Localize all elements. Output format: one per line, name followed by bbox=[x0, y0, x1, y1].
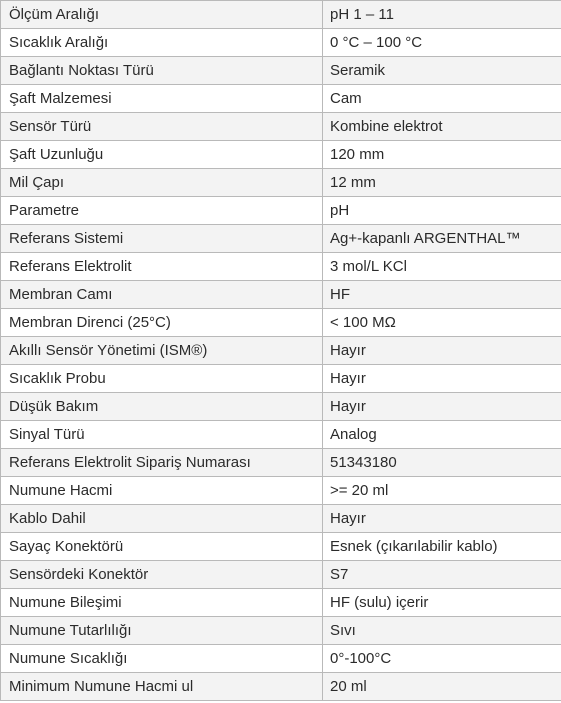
spec-value: Kombine elektrot bbox=[323, 113, 561, 141]
spec-label: Düşük Bakım bbox=[1, 393, 323, 421]
spec-label: Akıllı Sensör Yönetimi (ISM®) bbox=[1, 337, 323, 365]
spec-label: Numune Bileşimi bbox=[1, 589, 323, 617]
table-row bbox=[1, 589, 561, 617]
spec-label: Sinyal Türü bbox=[1, 421, 323, 449]
table-row bbox=[1, 309, 561, 337]
spec-label: Membran Camı bbox=[1, 281, 323, 309]
spec-label: Referans Elektrolit Sipariş Numarası bbox=[1, 449, 323, 477]
table-row bbox=[1, 449, 561, 477]
spec-label: Sayaç Konektörü bbox=[1, 533, 323, 561]
spec-value: pH 1 – 11 bbox=[323, 1, 561, 29]
spec-value: Esnek (çıkarılabilir kablo) bbox=[323, 533, 561, 561]
table-row bbox=[1, 141, 561, 169]
spec-label: Ölçüm Aralığı bbox=[1, 1, 323, 29]
table-row bbox=[1, 421, 561, 449]
spec-label: Minimum Numune Hacmi ul bbox=[1, 673, 323, 701]
table-row bbox=[1, 337, 561, 365]
table-row bbox=[1, 1, 561, 29]
spec-value: Analog bbox=[323, 421, 561, 449]
table-row bbox=[1, 645, 561, 673]
spec-value: 20 ml bbox=[323, 673, 561, 701]
spec-value: Hayır bbox=[323, 505, 561, 533]
spec-value: S7 bbox=[323, 561, 561, 589]
spec-value: Ag+-kapanlı ARGENTHAL™ bbox=[323, 225, 561, 253]
spec-label: Şaft Malzemesi bbox=[1, 85, 323, 113]
spec-value: Hayır bbox=[323, 393, 561, 421]
spec-label: Kablo Dahil bbox=[1, 505, 323, 533]
spec-label: Membran Direnci (25°C) bbox=[1, 309, 323, 337]
spec-label: Bağlantı Noktası Türü bbox=[1, 57, 323, 85]
spec-label: Şaft Uzunluğu bbox=[1, 141, 323, 169]
spec-value: HF bbox=[323, 281, 561, 309]
spec-value: pH bbox=[323, 197, 561, 225]
spec-value: 0°-100°C bbox=[323, 645, 561, 673]
table-row bbox=[1, 29, 561, 57]
spec-label: Referans Elektrolit bbox=[1, 253, 323, 281]
spec-value: Sıvı bbox=[323, 617, 561, 645]
table-row bbox=[1, 393, 561, 421]
table-row bbox=[1, 225, 561, 253]
spec-label: Parametre bbox=[1, 197, 323, 225]
spec-value: < 100 MΩ bbox=[323, 309, 561, 337]
table-row bbox=[1, 617, 561, 645]
spec-label: Sensördeki Konektör bbox=[1, 561, 323, 589]
spec-label: Sıcaklık Probu bbox=[1, 365, 323, 393]
spec-value: 0 °C – 100 °C bbox=[323, 29, 561, 57]
table-row bbox=[1, 673, 561, 701]
table-row bbox=[1, 197, 561, 225]
spec-value: Cam bbox=[323, 85, 561, 113]
spec-value: 3 mol/L KCl bbox=[323, 253, 561, 281]
table-row bbox=[1, 113, 561, 141]
spec-value: Seramik bbox=[323, 57, 561, 85]
table-row bbox=[1, 533, 561, 561]
spec-label: Numune Sıcaklığı bbox=[1, 645, 323, 673]
table-row bbox=[1, 281, 561, 309]
table-row bbox=[1, 169, 561, 197]
spec-value: >= 20 ml bbox=[323, 477, 561, 505]
spec-value: 51343180 bbox=[323, 449, 561, 477]
spec-label: Numune Hacmi bbox=[1, 477, 323, 505]
table-row bbox=[1, 505, 561, 533]
spec-value: Hayır bbox=[323, 337, 561, 365]
spec-label: Sensör Türü bbox=[1, 113, 323, 141]
table-row bbox=[1, 477, 561, 505]
spec-label: Referans Sistemi bbox=[1, 225, 323, 253]
spec-value: 120 mm bbox=[323, 141, 561, 169]
table-row bbox=[1, 85, 561, 113]
spec-label: Numune Tutarlılığı bbox=[1, 617, 323, 645]
table-row bbox=[1, 561, 561, 589]
spec-value: 12 mm bbox=[323, 169, 561, 197]
table-row bbox=[1, 57, 561, 85]
spec-label: Sıcaklık Aralığı bbox=[1, 29, 323, 57]
spec-value: Hayır bbox=[323, 365, 561, 393]
spec-label: Mil Çapı bbox=[1, 169, 323, 197]
spec-table-body bbox=[1, 1, 561, 701]
table-row bbox=[1, 253, 561, 281]
table-row bbox=[1, 365, 561, 393]
spec-value: HF (sulu) içerir bbox=[323, 589, 561, 617]
